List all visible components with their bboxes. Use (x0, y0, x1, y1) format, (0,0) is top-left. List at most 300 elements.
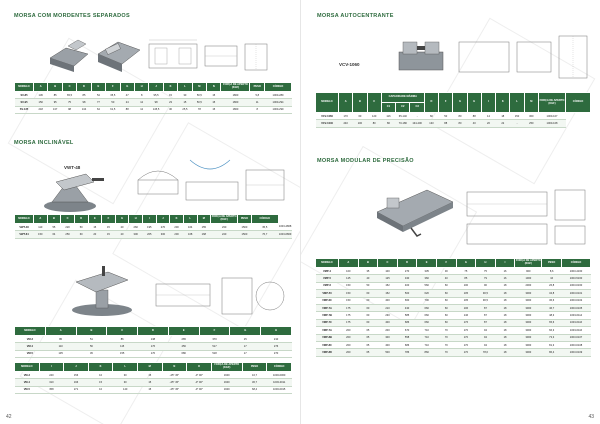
section-title-inclinavel: MORSA INCLINÁVEL (14, 140, 74, 146)
column-header: C (367, 93, 381, 113)
right-page (300, 0, 600, 424)
table-cell: 660 (417, 319, 437, 326)
column-header: H (129, 215, 143, 224)
table-cell: 134-400 (410, 120, 424, 127)
table-cell: 66,3 (542, 327, 562, 334)
table-cell: -0° 90° (187, 379, 212, 386)
column-header: A (45, 327, 76, 336)
table-cell: - (410, 113, 424, 120)
table-cell: 56 (76, 343, 107, 350)
table-cell: 1003-6116 (562, 319, 591, 326)
column-header: B (48, 83, 62, 92)
table-cell: 35 (358, 268, 378, 275)
table-cell: 90,5 (476, 297, 496, 304)
table-cell: VMP-7A (316, 327, 339, 334)
table-cell: VMP-6 (316, 282, 339, 289)
universal-vise-technical-drawing (150, 270, 290, 322)
table-cell: 240 (39, 372, 64, 379)
table-cell: 250 (524, 120, 538, 127)
column-header: M (524, 93, 538, 113)
table-row (15, 224, 293, 231)
table-cell: 65,5 (62, 92, 76, 99)
table-cell: 1500 (238, 231, 252, 238)
column-header: CÓDIGO (265, 83, 292, 92)
table-cell: 125 (339, 275, 359, 282)
table-cell: 168 (197, 231, 211, 238)
separate-jaws-vise-image (48, 36, 144, 76)
table-cell: 456 (168, 343, 199, 350)
table-cell: 170 (456, 334, 476, 341)
table-cell: 65 (358, 334, 378, 341)
table-cell: 196 (64, 379, 89, 386)
table-row (15, 386, 292, 393)
table-cell: -0° 90° (187, 386, 212, 393)
table-cell: 70 (436, 349, 456, 356)
column-header: G (120, 83, 134, 92)
table-cell: 68,4 (242, 386, 267, 393)
table-cell: 61,5 (106, 106, 120, 113)
table-cell: 30 (436, 268, 456, 275)
column-header: B (353, 93, 367, 113)
table-row (316, 334, 591, 341)
column-header: O (187, 363, 212, 372)
table-cell: 64 (91, 106, 105, 113)
table-cell: 670 (397, 327, 417, 334)
table-cell: 98 (77, 99, 91, 106)
table-cell: 360 (417, 275, 437, 282)
table-cell: 125 (378, 275, 398, 282)
table-cell: 12 (134, 106, 148, 113)
table-row (316, 349, 591, 356)
table-cell: 400 (378, 341, 398, 348)
mordentes-spec-table (14, 82, 292, 114)
column-header: D (424, 93, 438, 113)
table-cell: 270 (261, 350, 292, 357)
column-subheader: C2 (396, 103, 410, 113)
table-cell: 1003-6809 (278, 231, 292, 238)
tilting-vise-technical-drawing (130, 150, 290, 210)
table-header-row (15, 363, 292, 372)
table-cell: VMP-7C (316, 319, 339, 326)
table-cell: 200 (339, 327, 359, 334)
table-cell: VWT-48 (15, 224, 34, 231)
column-header: MODELO (15, 363, 40, 372)
table-cell: 106 (456, 304, 476, 311)
table-row (316, 120, 591, 127)
table-cell: 18 (495, 304, 515, 311)
table-cell: 15 (102, 224, 116, 231)
table-cell: 54 (91, 92, 105, 99)
column-header: MODELO (15, 215, 34, 224)
column-header: F (199, 327, 230, 336)
column-header: I (39, 363, 64, 372)
column-header: M (192, 83, 206, 92)
table-cell: 20 (115, 224, 129, 231)
table-cell: 100 (339, 268, 359, 275)
table-cell: 88 (120, 106, 134, 113)
table-cell: 700 (417, 297, 437, 304)
table-cell: 200 (378, 327, 398, 334)
section-title-mordentes: MORSA COM MORDENTES SEPARADOS (14, 13, 130, 19)
table-cell: 3000 (515, 334, 542, 341)
table-cell: 20 (88, 231, 102, 238)
table-cell: 86,4 (542, 349, 562, 356)
table-cell: 230 (211, 224, 238, 231)
table-cell: 1800 (221, 99, 250, 106)
table-row (316, 327, 591, 334)
table-cell: 50 (106, 99, 120, 106)
table-cell: 1600 (211, 386, 242, 393)
table-cell: 218 (34, 106, 48, 113)
table-cell: 60 (353, 113, 367, 120)
table-cell: SV-95 (15, 99, 34, 106)
column-header: CÓDIGO (267, 363, 292, 372)
table-cell: 51 (76, 336, 107, 343)
table-cell: VM-4 (15, 379, 40, 386)
table-cell: 175 (339, 319, 359, 326)
table-cell: 135 (45, 350, 76, 357)
table-cell: 164 (183, 224, 197, 231)
table-cell: 1003-6114 (562, 312, 591, 319)
table-cell: 1003-6101 (562, 290, 591, 297)
table-cell: 220 (61, 224, 75, 231)
column-header: FORÇA DE APERTO (KGF) (539, 93, 566, 113)
table-cell: VMP-7A (316, 304, 339, 311)
table-cell: 400 (397, 282, 417, 289)
table-header-row (316, 93, 591, 103)
table-cell: 686 (397, 319, 417, 326)
column-header: C (378, 259, 398, 268)
table-cell: 860 (417, 349, 437, 356)
table-cell: 3000 (515, 290, 542, 297)
table-cell: 3000 (515, 304, 542, 311)
table-cell: 18 (495, 341, 515, 348)
table-cell: 210 (378, 304, 398, 311)
table-cell: 8 (134, 92, 148, 99)
column-header: FORÇA DE APERTO (KGF) (221, 83, 250, 92)
table-cell: 400 (378, 297, 398, 304)
table-row (316, 275, 591, 282)
table-cell: 18 (495, 334, 515, 341)
table-cell: 11 (250, 99, 265, 106)
table-cell: 1800 (221, 92, 250, 99)
table-cell: 340 (397, 275, 417, 282)
table-cell: 152 (378, 282, 398, 289)
table-cell: 205 (143, 231, 157, 238)
table-cell: -45° 45° (162, 386, 187, 393)
table-cell: 155 (107, 350, 138, 357)
table-cell: 660 (397, 297, 417, 304)
table-cell: 200 (170, 224, 184, 231)
table-cell: 660 (417, 304, 437, 311)
table-cell: 85 (77, 92, 91, 99)
table-cell: 500 (397, 290, 417, 297)
column-subheader: C1 (381, 103, 395, 113)
table-cell: VM-5 (15, 386, 40, 393)
table-row (15, 99, 292, 106)
table-cell: 110 (34, 224, 48, 231)
vm-spec-table-2 (14, 362, 292, 394)
table-cell: 200 (339, 341, 359, 348)
table-cell: 168 (183, 231, 197, 238)
table-cell: 786 (397, 349, 417, 356)
table-cell: 170 (456, 349, 476, 356)
column-header: E (417, 259, 437, 268)
column-header: A (339, 259, 359, 268)
table-cell: 36,7 (242, 379, 267, 386)
table-cell: -0° 90° (187, 372, 212, 379)
table-row (15, 379, 292, 386)
table-cell: 1000 (515, 275, 542, 282)
self-centering-vise-technical-drawing (453, 28, 593, 88)
table-cell: 3000 (515, 341, 542, 348)
table-cell: 240 (339, 120, 353, 127)
table-cell: SV-85 (15, 92, 34, 99)
table-cell: 10 (88, 372, 113, 379)
table-cell: 300 (524, 113, 538, 120)
table-cell: 50 (74, 224, 88, 231)
table-cell: 98 (62, 106, 76, 113)
table-cell: 16 (542, 275, 562, 282)
table-cell: 300 (129, 231, 143, 238)
table-cell: 17 (230, 350, 261, 357)
table-cell: 80 (453, 113, 467, 120)
table-row (316, 341, 591, 348)
table-cell: -45° 45° (162, 372, 187, 379)
table-row (15, 350, 292, 357)
table-cell: 1003-0060 (267, 372, 292, 379)
table-cell: SV-135 (15, 106, 34, 113)
table-cell: 1003-6105 (562, 304, 591, 311)
table-cell: 15 (207, 92, 221, 99)
column-header: E (88, 215, 102, 224)
table-cell: 30 (113, 372, 138, 379)
table-cell: 1003-5160 (562, 275, 591, 282)
table-cell: VMP-5 (316, 275, 339, 282)
table-cell: 17 (230, 343, 261, 350)
table-cell: VWT-64 (15, 231, 34, 238)
table-cell: 134 (77, 106, 91, 113)
column-header: MODELO (15, 83, 34, 92)
table-cell: 250 (61, 231, 75, 238)
table-cell: 98 (149, 99, 163, 106)
table-cell: 1003-0011 (267, 379, 292, 386)
inclinavel-spec-table (14, 214, 292, 239)
table-cell: 1003-6109 (562, 349, 591, 356)
column-header: I (143, 215, 157, 224)
table-cell: 65 (358, 341, 378, 348)
table-cell: 200 (339, 349, 359, 356)
table-cell: 75 (62, 99, 76, 106)
column-header: PESO (238, 215, 252, 224)
table-cell: 34,8 (542, 290, 562, 297)
column-header: K (88, 363, 113, 372)
table-cell: 680 (168, 350, 199, 357)
table-row (15, 343, 292, 350)
table-cell: 276 (261, 343, 292, 350)
table-cell: 1800 (221, 106, 250, 113)
table-cell: 12 (134, 99, 148, 106)
table-cell: 35,5 (251, 224, 278, 231)
table-cell: 24 (120, 99, 134, 106)
table-cell: 18 (495, 290, 515, 297)
table-cell: 40 (358, 275, 378, 282)
table-cell: 35,5 (106, 92, 120, 99)
table-cell: 18 (495, 297, 515, 304)
table-cell: 1003-6107 (562, 334, 591, 341)
table-cell: 8 (250, 106, 265, 113)
table-cell: 30 (113, 379, 138, 386)
table-cell: 156 (64, 372, 89, 379)
table-cell: 15 (88, 379, 113, 386)
table-cell: 78,6 (476, 349, 496, 356)
table-cell: 100 (456, 282, 476, 289)
table-cell: 1600 (211, 372, 242, 379)
self-centering-vise-image (391, 32, 451, 76)
table-cell: 136 (34, 92, 48, 99)
column-header: M (137, 363, 162, 372)
table-cell: 195 (143, 224, 157, 231)
table-cell: 3000 (515, 327, 542, 334)
column-header: H (134, 83, 148, 92)
column-header: H (261, 327, 292, 336)
autocentrante-spec-table (315, 92, 591, 128)
column-header: C (107, 327, 138, 336)
table-cell: 26,8 (542, 282, 562, 289)
column-header: G (115, 215, 129, 224)
table-cell: VCV-1060 (316, 113, 339, 120)
table-cell: 710 (417, 327, 437, 334)
table-cell: 20 (115, 231, 129, 238)
table-cell: 1003-6116 (562, 327, 591, 334)
table-cell: 79 (476, 275, 496, 282)
table-cell: 137 (48, 106, 62, 113)
table-cell: 95 (48, 99, 62, 106)
column-header: L (113, 363, 138, 372)
table-cell: 110 (45, 343, 76, 350)
table-cell: 358 (39, 386, 64, 393)
table-cell: 16,7 (242, 372, 267, 379)
table-cell: 145,5 (149, 106, 163, 113)
table-cell: 1003-6102 (562, 297, 591, 304)
table-cell: 76,7 (251, 231, 278, 238)
table-cell: VMP-7B (316, 312, 339, 319)
table-cell: 1000-294 (265, 99, 292, 106)
table-cell: 105 (456, 297, 476, 304)
table-cell: 3000 (515, 349, 542, 356)
table-cell: - (510, 120, 524, 127)
table-cell: 1500 (238, 224, 252, 231)
table-cell: 240 (211, 231, 238, 238)
table-cell: 60 (74, 231, 88, 238)
column-header: B (76, 327, 107, 336)
table-cell: 60 (358, 312, 378, 319)
column-header: PESO (542, 259, 562, 268)
table-cell: 85 (456, 275, 476, 282)
table-cell: 710 (417, 341, 437, 348)
column-header: D (138, 327, 169, 336)
table-cell: 150 (510, 113, 524, 120)
table-cell: VM-5 (15, 350, 46, 357)
table-header-row (15, 327, 292, 336)
table-cell: 150 (339, 290, 359, 297)
table-cell: 3000 (515, 319, 542, 326)
table-cell: 18 (495, 312, 515, 319)
table-header-row (316, 259, 591, 268)
column-header: L (183, 215, 197, 224)
column-header: FORÇA DE APERTO (KGF) (515, 259, 542, 268)
table-cell: 140 (113, 386, 138, 393)
table-cell: VMP-8B (316, 334, 339, 341)
table-cell: 18 (496, 113, 510, 120)
column-header: PESO (250, 83, 265, 92)
table-cell: 60 (436, 290, 456, 297)
table-cell: 150 (34, 99, 48, 106)
table-row (15, 336, 292, 343)
modular-vise-image (371, 176, 457, 238)
table-cell: 50 (358, 282, 378, 289)
table-cell: 115 (107, 343, 138, 350)
table-cell: 45 (76, 350, 107, 357)
table-cell: 1000-289 (265, 92, 292, 99)
table-cell: 2000 (515, 282, 542, 289)
table-cell: 710 (417, 334, 437, 341)
table-cell: 400 (378, 319, 398, 326)
table-cell: 86 (107, 336, 138, 343)
model-label-vwt48: VWT-48 (64, 165, 81, 170)
table-cell: 80 (367, 120, 381, 127)
table-cell: 70-180 (396, 120, 410, 127)
table-cell: 80 (381, 120, 395, 127)
table-cell: 146 (456, 312, 476, 319)
column-header: CÓDIGO (562, 259, 591, 268)
table-cell: 46,7 (542, 304, 562, 311)
table-cell: 40 (467, 120, 481, 127)
column-header: H (476, 259, 496, 268)
table-row (15, 231, 293, 238)
table-cell: 558 (397, 334, 417, 341)
table-cell: 60 (436, 319, 456, 326)
table-cell: 16 (495, 275, 515, 282)
table-cell: 87 (476, 319, 496, 326)
column-header: I (495, 259, 515, 268)
column-header: A (34, 215, 48, 224)
table-cell: 95,5 (149, 92, 163, 99)
table-cell: 8,6 (542, 268, 562, 275)
column-header: M (197, 215, 211, 224)
column-header: K (496, 93, 510, 113)
table-cell: 500 (378, 349, 398, 356)
table-row (15, 92, 292, 99)
table-cell: 15 (178, 99, 192, 106)
column-header: G (456, 259, 476, 268)
table-cell: 1003-6108 (562, 341, 591, 348)
table-header-row (15, 83, 292, 92)
table-cell: 271 (64, 386, 89, 393)
table-cell: 175 (339, 304, 359, 311)
table-cell: 70 (436, 341, 456, 348)
table-cell: 270 (156, 224, 170, 231)
table-cell: -45° 45° (162, 379, 187, 386)
table-cell: 150 (339, 297, 359, 304)
table-cell: 88 (467, 113, 481, 120)
separate-jaws-technical-drawing (145, 36, 275, 76)
column-header: MODELO (316, 93, 339, 113)
table-cell: 18 (495, 319, 515, 326)
column-header: J (156, 215, 170, 224)
table-cell: 155 (197, 224, 211, 231)
page-number-left: 42 (6, 414, 12, 420)
